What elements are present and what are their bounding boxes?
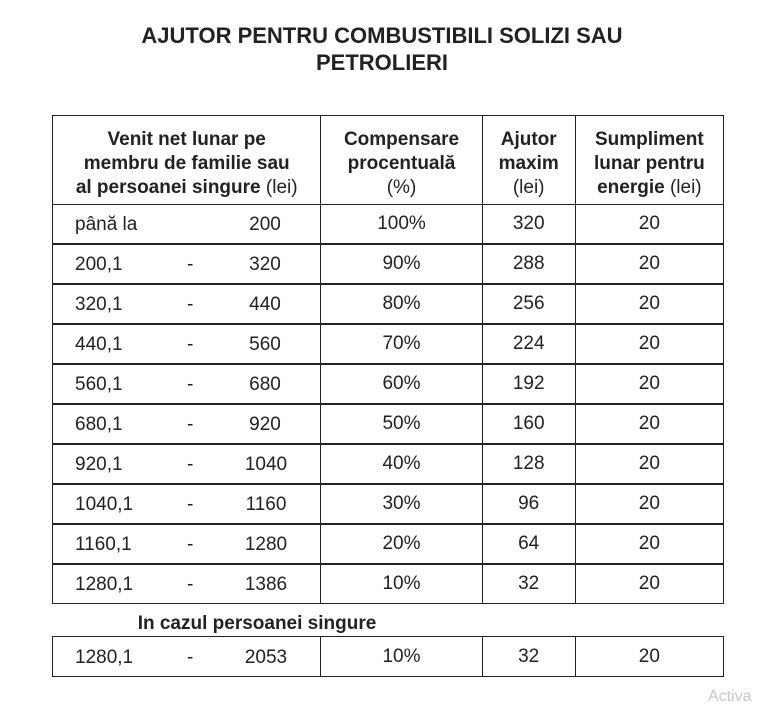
header-income-line-3 xyxy=(53,176,320,200)
supplement-cell: 20 xyxy=(575,284,723,324)
table-header-row xyxy=(53,116,724,205)
income-range-cell xyxy=(53,484,321,524)
income-range-cell xyxy=(53,205,321,245)
table-row xyxy=(53,284,724,324)
header-supplement-line-1: Sumpliment xyxy=(595,129,704,150)
income-from: 1280,1 xyxy=(75,646,134,668)
table-row xyxy=(53,324,724,364)
range-dash: - xyxy=(187,254,194,275)
income-to: 1386 xyxy=(244,574,288,595)
max-aid-cell: 192 xyxy=(482,364,575,404)
compensation-table xyxy=(52,115,724,604)
max-aid-cell: 32 xyxy=(482,564,575,604)
income-from: 1280,1 xyxy=(75,574,134,595)
header-percentage xyxy=(321,116,482,205)
supplement-cell: 20 xyxy=(575,484,723,524)
income-range-cell xyxy=(53,404,321,444)
table-row xyxy=(53,404,724,444)
header-income-unit: (lei) xyxy=(265,177,298,198)
header-max-aid xyxy=(482,116,575,205)
income-from: 1040,1 xyxy=(75,494,134,515)
percentage-cell: 60% xyxy=(321,364,482,404)
income-to: 320 xyxy=(249,254,281,275)
income-to: 1280 xyxy=(244,534,288,555)
header-supplement-unit: (lei) xyxy=(669,177,702,198)
header-supplement xyxy=(575,116,723,205)
income-range-cell xyxy=(53,364,321,404)
income-from: 680,1 xyxy=(75,414,123,435)
max-aid-cell: 96 xyxy=(482,484,575,524)
income-from: 920,1 xyxy=(75,454,123,475)
header-max-aid-line-1: Ajutor xyxy=(500,129,557,150)
percentage-cell: 10% xyxy=(321,637,482,677)
header-percentage-line-2: procentuală xyxy=(347,153,456,174)
income-range-cell xyxy=(53,324,321,364)
supplement-cell: 20 xyxy=(575,364,723,404)
range-dash: - xyxy=(187,534,194,555)
income-to: 440 xyxy=(249,294,281,315)
page-title-line-2: PETROLIERI xyxy=(315,50,448,75)
supplement-cell: 20 xyxy=(575,324,723,364)
income-range-cell xyxy=(53,637,321,677)
percentage-cell: 20% xyxy=(321,524,482,564)
range-dash: - xyxy=(187,334,194,355)
max-aid-cell: 320 xyxy=(482,205,575,245)
max-aid-cell: 256 xyxy=(482,284,575,324)
max-aid-cell: 224 xyxy=(482,324,575,364)
activation-watermark: Activa xyxy=(708,688,752,705)
percentage-cell: 40% xyxy=(321,444,482,484)
income-range-cell xyxy=(53,284,321,324)
page-title xyxy=(0,22,764,76)
max-aid-cell: 64 xyxy=(482,524,575,564)
percentage-cell: 30% xyxy=(321,484,482,524)
range-dash: - xyxy=(187,414,194,435)
income-range-cell xyxy=(53,244,321,284)
supplement-cell: 20 xyxy=(575,444,723,484)
percentage-cell: 90% xyxy=(321,244,482,284)
single-person-table xyxy=(52,636,724,677)
income-from: 200,1 xyxy=(75,254,123,275)
header-income xyxy=(53,116,321,205)
max-aid-cell: 288 xyxy=(482,244,575,284)
table-row xyxy=(53,524,724,564)
table-row xyxy=(53,444,724,484)
supplement-cell: 20 xyxy=(575,637,723,677)
income-to: 560 xyxy=(249,334,281,355)
income-from: 1160,1 xyxy=(75,534,132,555)
header-supplement-line-3 xyxy=(576,176,723,200)
income-to: 200 xyxy=(249,214,281,235)
income-from: până la xyxy=(75,214,138,235)
header-income-line-2: membru de familie sau xyxy=(83,153,290,174)
range-dash: - xyxy=(187,574,194,595)
table-row xyxy=(53,564,724,604)
supplement-cell: 20 xyxy=(575,205,723,245)
table-row xyxy=(53,244,724,284)
income-range-cell xyxy=(53,564,321,604)
income-from: 560,1 xyxy=(75,374,123,395)
range-dash: - xyxy=(187,494,194,515)
percentage-cell: 70% xyxy=(321,324,482,364)
percentage-cell: 100% xyxy=(321,205,482,245)
max-aid-cell: 32 xyxy=(482,637,575,677)
max-aid-cell: 128 xyxy=(482,444,575,484)
income-to: 2053 xyxy=(244,646,288,668)
income-to: 920 xyxy=(249,414,281,435)
max-aid-cell: 160 xyxy=(482,404,575,444)
range-dash: - xyxy=(187,646,194,668)
income-from: 320,1 xyxy=(75,294,123,315)
income-from: 440,1 xyxy=(75,334,123,355)
page-title-line-1: AJUTOR PENTRU COMBUSTIBILI SOLIZI SAU xyxy=(141,23,623,48)
supplement-cell: 20 xyxy=(575,564,723,604)
range-dash: - xyxy=(187,294,194,315)
header-percentage-line-1: Compensare xyxy=(343,129,460,150)
header-supplement-line-3-text: energie xyxy=(597,177,665,198)
table-row xyxy=(53,484,724,524)
supplement-cell: 20 xyxy=(575,524,723,564)
header-percentage-unit: (%) xyxy=(386,177,417,198)
supplement-cell: 20 xyxy=(575,244,723,284)
percentage-cell: 80% xyxy=(321,284,482,324)
supplement-cell: 20 xyxy=(575,404,723,444)
range-dash: - xyxy=(187,374,194,395)
header-max-aid-line-2: maxim xyxy=(498,153,559,174)
table-row xyxy=(53,364,724,404)
table-row xyxy=(53,637,724,677)
table-row xyxy=(53,205,724,245)
header-income-line-3-text: al persoanei singure xyxy=(75,177,261,198)
income-range-cell xyxy=(53,524,321,564)
income-to: 680 xyxy=(249,374,281,395)
header-max-aid-unit: (lei) xyxy=(512,177,545,198)
range-dash: - xyxy=(187,454,194,475)
percentage-cell: 50% xyxy=(321,404,482,444)
single-person-subtitle: In cazul persoanei singure xyxy=(137,613,377,634)
header-income-line-1: Venit net lunar pe xyxy=(107,129,266,150)
header-supplement-line-2: lunar pentru xyxy=(593,153,705,174)
income-to: 1160 xyxy=(245,494,287,515)
income-to: 1040 xyxy=(244,454,288,475)
percentage-cell: 10% xyxy=(321,564,482,604)
income-range-cell xyxy=(53,444,321,484)
